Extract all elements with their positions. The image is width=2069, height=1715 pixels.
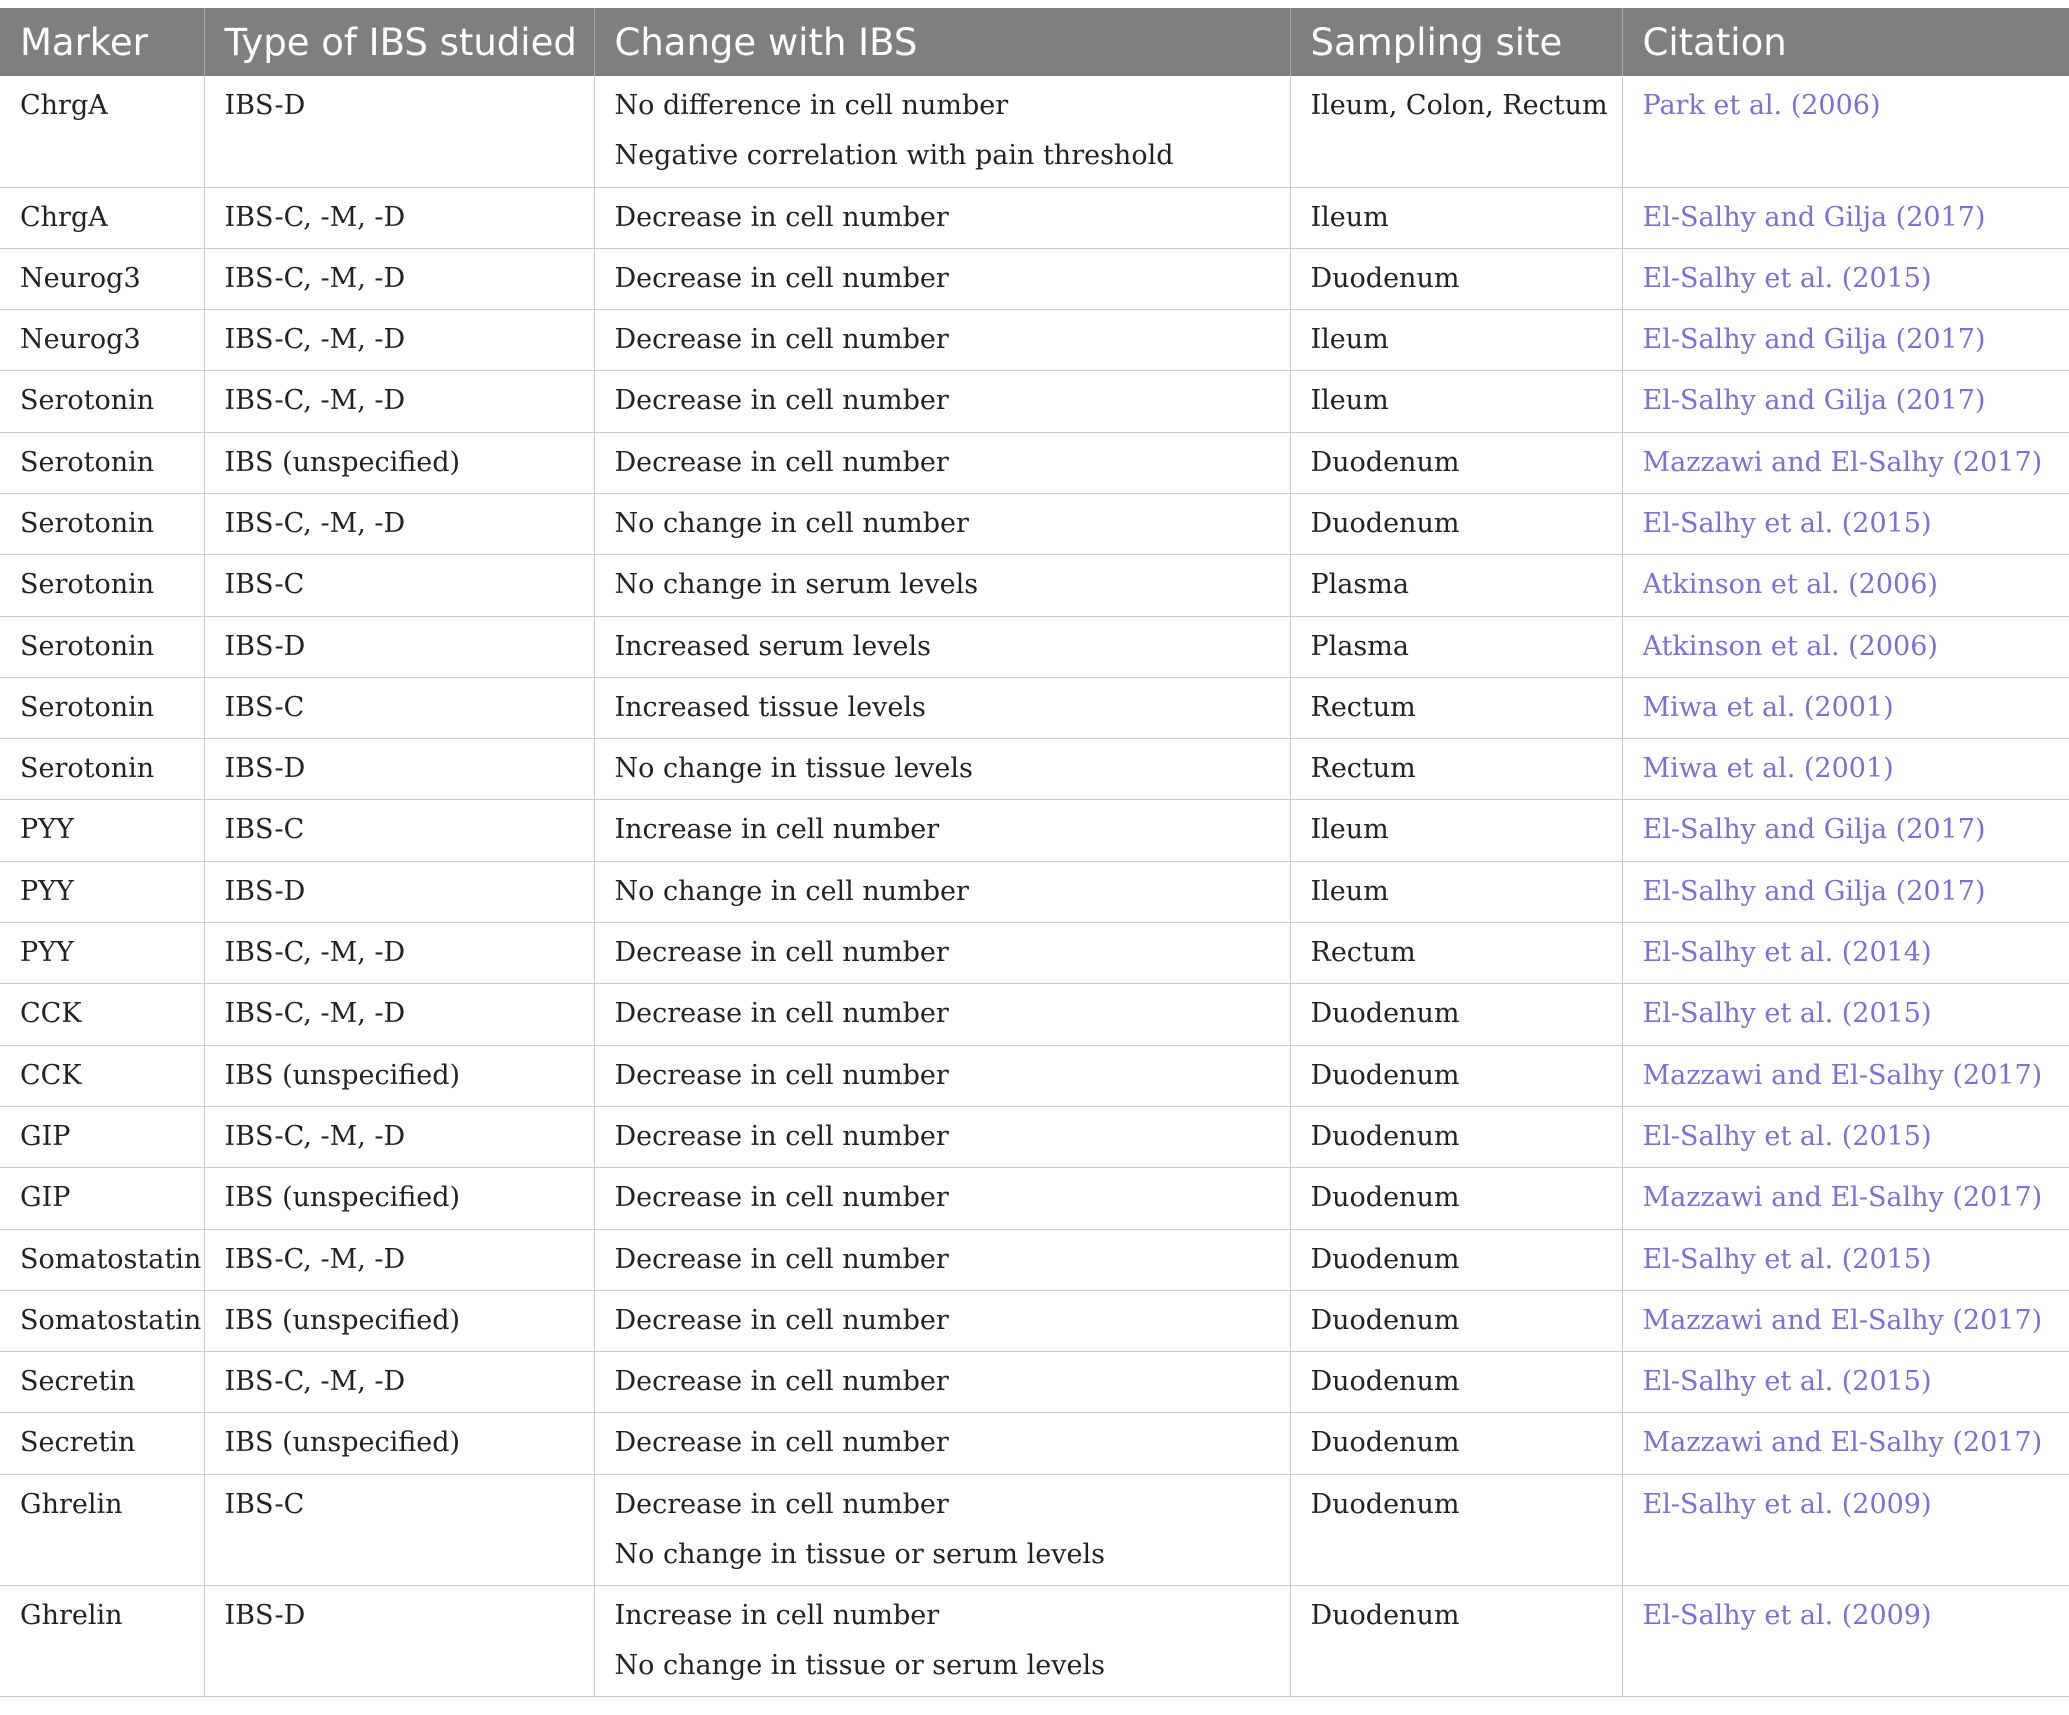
sampling-site: Duodenum [1310,1120,1460,1152]
ibs-type: IBS-D [224,753,306,785]
ibs-type: IBS-C, -M, -D [224,507,406,539]
sampling-site-cell [1290,187,1622,248]
sampling-site: Plasma [1310,630,1409,662]
table-row [0,984,2069,1045]
citation-link[interactable]: El-Salhy and Gilja (2017) [1642,324,1986,356]
ibs-type-cell [204,1229,594,1290]
ibs-type-cell [204,984,594,1045]
sampling-site-cell [1290,1290,1622,1351]
change-cell [594,76,1290,187]
marker: GIP [20,1120,71,1152]
ibs-type-cell [204,800,594,861]
sampling-site-cell [1290,616,1622,677]
marker: Secretin [20,1427,136,1459]
ibs-type: IBS-C, -M, -D [224,1243,406,1275]
sampling-site-cell [1290,432,1622,493]
citation-link[interactable]: Mazzawi and El-Salhy (2017) [1642,1059,2043,1091]
citation-link-cell [1622,677,2069,738]
change-cell [594,371,1290,432]
table-row [0,1413,2069,1474]
change-line: No change in serum levels [614,569,979,601]
table-row [0,555,2069,616]
citation-link[interactable]: Mazzawi and El-Salhy (2017) [1642,446,2043,478]
ibs-type-cell [204,76,594,187]
ibs-type: IBS-D [224,1599,306,1631]
citation-link-cell [1622,1229,2069,1290]
ibs-type-cell [204,1352,594,1413]
marker: GIP [20,1182,71,1214]
marker-cell [0,616,204,677]
marker-cell [0,1585,204,1696]
change-line: Decrease in cell number [614,937,949,969]
sampling-site: Ileum [1310,385,1389,417]
change-cell [594,677,1290,738]
sampling-site-cell [1290,493,1622,554]
ibs-type: IBS (unspecified) [224,1059,461,1091]
ibs-type-cell [204,555,594,616]
sampling-site-cell [1290,923,1622,984]
change-line: Decrease in cell number [614,1366,949,1398]
ibs-type: IBS-C [224,569,305,601]
marker: Serotonin [20,385,155,417]
change-line: No change in cell number [614,875,969,907]
change-cell [594,1229,1290,1290]
change-line: Decrease in cell number [614,1059,949,1091]
marker-cell [0,371,204,432]
change-line: Decrease in cell number [614,324,949,356]
change-cell [594,1045,1290,1106]
ibs-type-cell [204,677,594,738]
citation-link-cell [1622,616,2069,677]
sampling-site: Duodenum [1310,1182,1460,1214]
sampling-site: Ileum [1310,324,1389,356]
table-row [0,1045,2069,1106]
marker-cell [0,923,204,984]
table-row [0,677,2069,738]
sampling-site: Duodenum [1310,1059,1460,1091]
citation-link-cell [1622,76,2069,187]
change-cell [594,1352,1290,1413]
sampling-site: Duodenum [1310,1304,1460,1336]
ibs-type-cell [204,1168,594,1229]
sampling-site-cell [1290,555,1622,616]
change-line: Negative correlation with pain threshold [614,140,1174,171]
marker-cell [0,248,204,309]
sampling-site-cell [1290,1352,1622,1413]
ibs-type: IBS-C [224,1488,305,1520]
change-line: Decrease in cell number [614,1243,949,1275]
citation-link[interactable]: Park et al. (2006) [1642,90,1881,121]
table-body [0,76,2069,1696]
marker-cell [0,493,204,554]
citation-link[interactable]: Miwa et al. (2001) [1642,753,1894,785]
ibs-type-cell [204,1045,594,1106]
marker: CCK [20,1059,82,1091]
marker: ChrgA [20,90,108,121]
citation-link-cell [1622,432,2069,493]
sampling-site-cell [1290,371,1622,432]
sampling-site: Duodenum [1310,1599,1460,1631]
marker: Neurog3 [20,262,141,294]
marker-cell [0,1413,204,1474]
change-cell [594,1585,1290,1696]
change-line: Increase in cell number [614,1599,940,1631]
citation-link-cell [1622,493,2069,554]
ibs-type-cell [204,187,594,248]
citation-link[interactable]: Atkinson et al. (2006) [1642,630,1938,662]
citation-link[interactable]: Mazzawi and El-Salhy (2017) [1642,1427,2043,1459]
change-line: Increase in cell number [614,814,940,846]
table-row [0,1290,2069,1351]
ibs-type-cell [204,1474,594,1585]
citation-link-cell [1622,1106,2069,1167]
ibs-type: IBS-C, -M, -D [224,1120,406,1152]
sampling-site: Duodenum [1310,1243,1460,1275]
change-line: Increased serum levels [614,630,932,662]
marker: Serotonin [20,691,155,723]
sampling-site-cell [1290,984,1622,1045]
citation-link-cell [1622,1474,2069,1585]
marker-cell [0,1352,204,1413]
marker-cell [0,310,204,371]
citation-link[interactable]: El-Salhy et al. (2015) [1642,1366,1932,1398]
ibs-type-cell [204,616,594,677]
ibs-type: IBS-C, -M, -D [224,262,406,294]
citation-link-cell [1622,923,2069,984]
header-site: Sampling site [1290,8,1622,76]
citation-link[interactable]: El-Salhy et al. (2009) [1642,1599,1932,1631]
sampling-site: Ileum [1310,875,1389,907]
marker-cell [0,861,204,922]
table-row [0,1229,2069,1290]
table-row [0,861,2069,922]
change-line: Decrease in cell number [614,385,949,417]
change-line: No change in tissue or serum levels [614,1538,1105,1570]
citation-link[interactable]: El-Salhy et al. (2015) [1642,1120,1932,1152]
citation-link-cell [1622,1290,2069,1351]
change-line: Decrease in cell number [614,998,949,1030]
marker: PYY [20,937,74,969]
ibs-type: IBS-D [224,630,306,662]
table-row [0,1585,2069,1696]
sampling-site-cell [1290,76,1622,187]
sampling-site-cell [1290,1045,1622,1106]
change-line: Decrease in cell number [614,446,949,478]
marker: Ghrelin [20,1488,123,1520]
ibs-type: IBS (unspecified) [224,446,461,478]
sampling-site-cell [1290,1106,1622,1167]
citation-link-cell [1622,984,2069,1045]
table-row [0,76,2069,187]
ibs-type-cell [204,493,594,554]
citation-link-cell [1622,310,2069,371]
table-row [0,1168,2069,1229]
sampling-site: Duodenum [1310,262,1460,294]
ibs-type: IBS-C, -M, -D [224,385,406,417]
citation-link[interactable]: Atkinson et al. (2006) [1642,569,1938,601]
ibs-type: IBS-C, -M, -D [224,998,406,1030]
marker-cell [0,432,204,493]
table-row [0,371,2069,432]
citation-link-cell [1622,1413,2069,1474]
change-cell [594,800,1290,861]
change-line: Increased tissue levels [614,691,926,723]
citation-link[interactable]: El-Salhy et al. (2015) [1642,998,1932,1030]
citation-link[interactable]: Mazzawi and El-Salhy (2017) [1642,1304,2043,1336]
sampling-site: Rectum [1310,691,1416,723]
ibs-type-cell [204,432,594,493]
ibs-type-cell [204,1413,594,1474]
change-line: No change in tissue or serum levels [614,1649,1105,1681]
ibs-type: IBS-C, -M, -D [224,324,406,356]
change-cell [594,187,1290,248]
change-line: Decrease in cell number [614,1427,949,1459]
sampling-site: Rectum [1310,753,1416,785]
citation-link-cell [1622,861,2069,922]
sampling-site-cell [1290,1229,1622,1290]
table-row [0,616,2069,677]
ibs-type: IBS (unspecified) [224,1182,461,1214]
change-cell [594,555,1290,616]
table-row [0,310,2069,371]
sampling-site: Plasma [1310,569,1409,601]
sampling-site-cell [1290,1413,1622,1474]
sampling-site-cell [1290,1474,1622,1585]
citation-link-cell [1622,371,2069,432]
change-cell [594,616,1290,677]
citation-link-cell [1622,187,2069,248]
marker-cell [0,1290,204,1351]
change-cell [594,1168,1290,1229]
header-change: Change with IBS [594,8,1290,76]
table-row [0,493,2069,554]
citation-link-cell [1622,1585,2069,1696]
ibs-marker-table [0,8,2069,1697]
change-line: No difference in cell number [614,90,1009,121]
table-row [0,800,2069,861]
marker: ChrgA [20,201,108,233]
table-row [0,432,2069,493]
marker-cell [0,1106,204,1167]
ibs-type-cell [204,861,594,922]
marker: PYY [20,875,74,907]
marker-cell [0,800,204,861]
marker-cell [0,1474,204,1585]
citation-link-cell [1622,1168,2069,1229]
marker-cell [0,739,204,800]
marker-cell [0,1168,204,1229]
sampling-site-cell [1290,248,1622,309]
change-cell [594,493,1290,554]
change-cell [594,1290,1290,1351]
change-line: Decrease in cell number [614,1304,949,1336]
sampling-site: Duodenum [1310,998,1460,1030]
marker-cell [0,76,204,187]
table-row [0,1106,2069,1167]
citation-link-cell [1622,739,2069,800]
change-cell [594,1106,1290,1167]
change-cell [594,1474,1290,1585]
citation-link-cell [1622,555,2069,616]
change-line: No change in tissue levels [614,753,973,785]
ibs-type: IBS (unspecified) [224,1427,461,1459]
sampling-site: Duodenum [1310,1366,1460,1398]
header-citation: Citation [1622,8,2069,76]
marker: Serotonin [20,569,155,601]
ibs-type: IBS-C [224,814,305,846]
change-cell [594,310,1290,371]
marker: Somatostatin [20,1304,202,1336]
header-type: Type of IBS studied [204,8,594,76]
change-line: Decrease in cell number [614,1120,949,1152]
marker: Serotonin [20,446,155,478]
sampling-site: Ileum [1310,201,1389,233]
header-marker: Marker [0,8,204,76]
table-row [0,739,2069,800]
citation-link[interactable]: El-Salhy and Gilja (2017) [1642,814,1986,846]
table-header [0,8,2069,76]
ibs-type: IBS-C, -M, -D [224,201,406,233]
sampling-site-cell [1290,800,1622,861]
ibs-type: IBS-C [224,691,305,723]
change-cell [594,861,1290,922]
header-row [0,8,2069,76]
change-line: Decrease in cell number [614,1182,949,1214]
marker: CCK [20,998,82,1030]
citation-link[interactable]: El-Salhy et al. (2015) [1642,507,1932,539]
sampling-site: Duodenum [1310,1427,1460,1459]
marker: Serotonin [20,507,155,539]
ibs-type: IBS-D [224,90,306,121]
sampling-site-cell [1290,739,1622,800]
change-line: Decrease in cell number [614,201,949,233]
ibs-type-cell [204,1585,594,1696]
ibs-type-cell [204,739,594,800]
citation-link[interactable]: Miwa et al. (2001) [1642,691,1894,723]
marker: Neurog3 [20,324,141,356]
change-cell [594,739,1290,800]
table-row [0,923,2069,984]
marker: Somatostatin [20,1243,202,1275]
sampling-site: Ileum, Colon, Rectum [1310,90,1608,121]
marker-cell [0,677,204,738]
citation-link[interactable]: El-Salhy et al. (2014) [1642,937,1932,969]
sampling-site: Rectum [1310,937,1416,969]
citation-link[interactable]: El-Salhy and Gilja (2017) [1642,875,1986,907]
citation-link[interactable]: El-Salhy et al. (2015) [1642,1243,1932,1275]
ibs-type: IBS-C, -M, -D [224,1366,406,1398]
change-line: No change in cell number [614,507,969,539]
change-cell [594,248,1290,309]
ibs-type-cell [204,923,594,984]
citation-link[interactable]: El-Salhy et al. (2009) [1642,1488,1932,1520]
change-cell [594,984,1290,1045]
citation-link[interactable]: El-Salhy and Gilja (2017) [1642,201,1986,233]
sampling-site: Ileum [1310,814,1389,846]
sampling-site-cell [1290,677,1622,738]
change-cell [594,1413,1290,1474]
sampling-site: Duodenum [1310,1488,1460,1520]
citation-link[interactable]: Mazzawi and El-Salhy (2017) [1642,1182,2043,1214]
ibs-type-cell [204,371,594,432]
marker-cell [0,187,204,248]
change-line: Decrease in cell number [614,1488,949,1520]
marker: Ghrelin [20,1599,123,1631]
table-row [0,248,2069,309]
citation-link[interactable]: El-Salhy et al. (2015) [1642,262,1932,294]
marker-cell [0,1045,204,1106]
citation-link-cell [1622,248,2069,309]
ibs-type-cell [204,310,594,371]
change-cell [594,923,1290,984]
ibs-type-cell [204,248,594,309]
ibs-type-cell [204,1106,594,1167]
marker: Serotonin [20,630,155,662]
sampling-site: Duodenum [1310,446,1460,478]
table-row [0,1352,2069,1413]
ibs-type: IBS-D [224,875,306,907]
sampling-site-cell [1290,1168,1622,1229]
citation-link[interactable]: El-Salhy and Gilja (2017) [1642,385,1986,417]
marker: Secretin [20,1366,136,1398]
marker-cell [0,984,204,1045]
citation-link-cell [1622,800,2069,861]
marker-cell [0,1229,204,1290]
table-row [0,187,2069,248]
sampling-site-cell [1290,861,1622,922]
citation-link-cell [1622,1045,2069,1106]
table-row [0,1474,2069,1585]
citation-link-cell [1622,1352,2069,1413]
sampling-site-cell [1290,310,1622,371]
change-line: Decrease in cell number [614,262,949,294]
marker: Serotonin [20,753,155,785]
ibs-type: IBS (unspecified) [224,1304,461,1336]
change-cell [594,432,1290,493]
ibs-type-cell [204,1290,594,1351]
sampling-site-cell [1290,1585,1622,1696]
marker-cell [0,555,204,616]
marker: PYY [20,814,74,846]
sampling-site: Duodenum [1310,507,1460,539]
ibs-type: IBS-C, -M, -D [224,937,406,969]
